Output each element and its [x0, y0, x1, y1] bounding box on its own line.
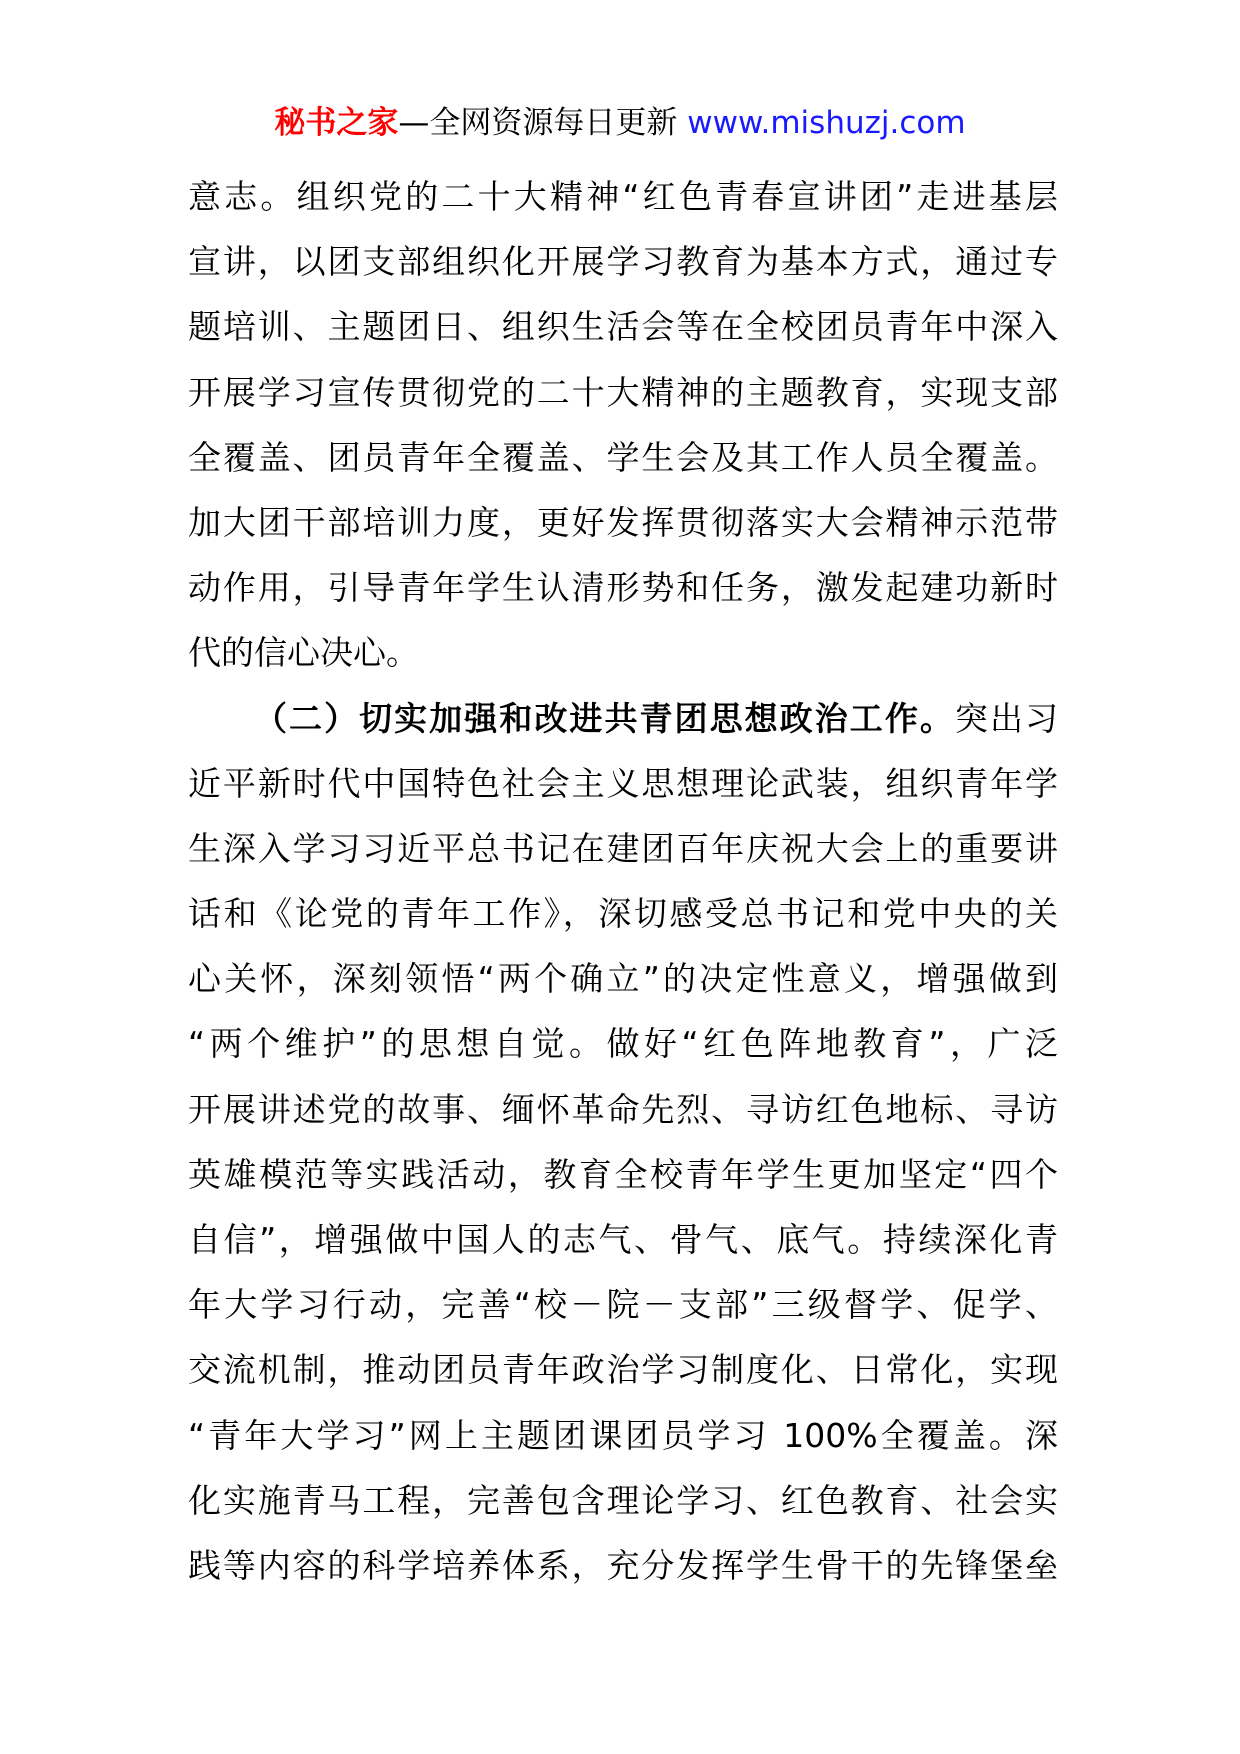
site-tagline: —全网资源每日更新: [398, 105, 678, 141]
text-line: 交流机制，推动团员青年政治学习制度化、日常化，实现: [188, 1350, 1058, 1390]
document-body: [188, 164, 1058, 1598]
text-line: 开展学习宣传贯彻党的二十大精神的主题教育，实现支部: [188, 372, 1058, 412]
text-fragment: 突出习: [954, 698, 1058, 738]
site-brand: 秘书之家: [274, 105, 399, 141]
text-line: 化实施青马工程，完善包含理论学习、红色教育、社会实: [188, 1480, 1058, 1520]
text-line: 年大学习行动，完善“校－院－支部”三级督学、促学、: [188, 1285, 1058, 1325]
section-heading: （二）切实加强和改进共青团思想政治工作。: [254, 698, 955, 738]
text-line: 英雄模范等实践活动，教育全校青年学生更加坚定“四个: [188, 1154, 1058, 1194]
text-line: 践等内容的科学培养体系，充分发挥学生骨干的先锋堡垒: [188, 1545, 1058, 1585]
text-line: 自信”，增强做中国人的志气、骨气、底气。持续深化青: [188, 1220, 1058, 1259]
text-line: 近平新时代中国特色社会主义思想理论武装，组织青年学: [188, 763, 1058, 803]
text-line: 宣讲，以团支部组织化开展学习教育为基本方式，通过专: [188, 242, 1058, 282]
text-line: “青年大学习”网上主题团课团员学习 100%全覆盖。深: [188, 1415, 1058, 1455]
text-line: “两个维护”的思想自觉。做好“红色阵地教育”，广泛: [188, 1024, 1058, 1064]
site-url-link[interactable]: www.mishuzj.com: [687, 105, 966, 141]
text-line: 话和《论党的青年工作》，深切感受总书记和党中央的关: [188, 894, 1058, 934]
paragraph-2: [188, 686, 1058, 1599]
text-line: 开展讲述党的故事、缅怀革命先烈、寻访红色地标、寻访: [188, 1089, 1058, 1129]
paragraph-1: [188, 164, 1058, 686]
text-line: 代的信心决心。: [188, 633, 419, 673]
text-line: 加大团干部培训力度，更好发挥贯彻落实大会精神示范带: [188, 502, 1058, 542]
text-line: 生深入学习习近平总书记在建团百年庆祝大会上的重要讲: [188, 828, 1058, 868]
text-line: 全覆盖、团员青年全覆盖、学生会及其工作人员全覆盖。: [188, 437, 1058, 477]
section-heading-line: [188, 686, 1058, 751]
text-line: 意志。组织党的二十大精神“红色青春宣讲团”走进基层: [188, 177, 1058, 216]
text-line: 动作用，引导青年学生认清形势和任务，激发起建功新时: [188, 568, 1058, 608]
text-line: 心关怀，深刻领悟“两个确立”的决定性意义，增强做到: [188, 959, 1058, 999]
text-line: 题培训、主题团日、组织生活会等在全校团员青年中深入: [188, 307, 1058, 347]
site-header: [0, 100, 1240, 146]
